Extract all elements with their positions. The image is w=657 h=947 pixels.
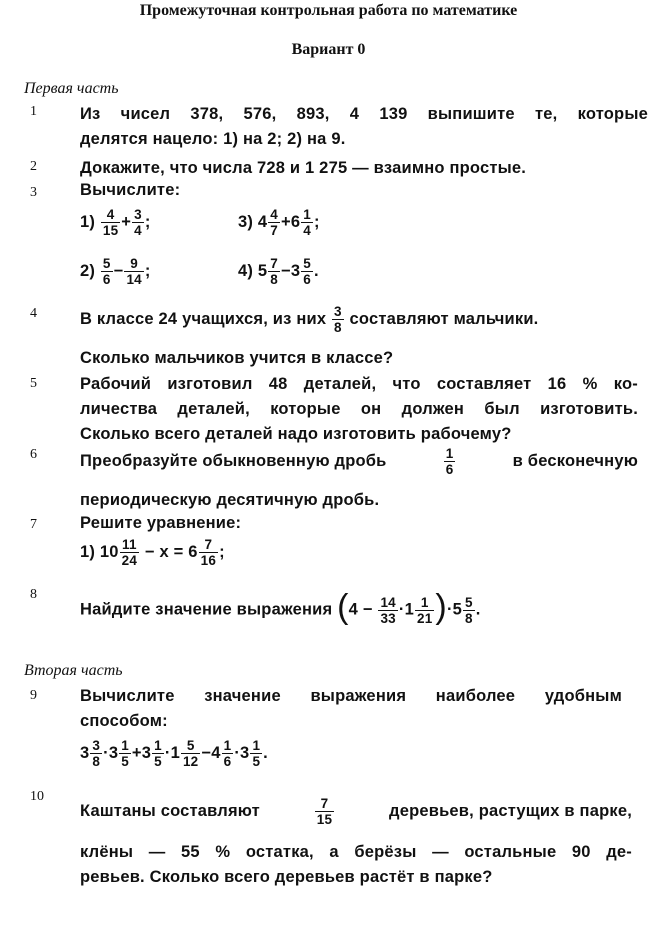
fraction [132, 207, 144, 238]
punct: . [263, 743, 268, 762]
numerator: 1 [154, 738, 162, 753]
numerator: 7 [270, 256, 278, 271]
section-part2: Вторая часть [24, 662, 123, 679]
task-text: Каштаны составляют [80, 802, 260, 820]
task-number: 5 [30, 376, 37, 391]
expr-label: 4) [238, 261, 254, 280]
operator: + [131, 743, 142, 762]
variant-title: Вариант 0 [291, 41, 366, 58]
task-3-expr-4 [238, 256, 319, 287]
whole: 3 [80, 743, 90, 762]
numerator: 1 [415, 595, 434, 611]
denominator: 12 [182, 754, 199, 769]
task-1-line: делятся нацело: 1) на 2; 2) на 9. [80, 130, 346, 148]
fraction [222, 738, 234, 769]
whole: 3 [240, 743, 250, 762]
punct: . [313, 261, 319, 280]
fraction [463, 595, 475, 626]
operator: + [121, 212, 132, 231]
task-3-expr-2 [80, 256, 151, 287]
task-number: 1 [30, 104, 37, 119]
punct: ; [144, 212, 151, 231]
task-7: Решите уравнение: [80, 514, 242, 532]
denominator: 5 [121, 754, 129, 769]
task-9-expression [80, 738, 268, 769]
task-number: 2 [30, 159, 37, 174]
numerator: 3 [92, 738, 101, 753]
task-10 [80, 796, 632, 827]
fraction [199, 537, 218, 568]
denominator: 4 [303, 223, 311, 238]
expr-label: 1) [80, 212, 96, 231]
task-number: 10 [30, 789, 44, 804]
task-10-body [80, 840, 632, 890]
task-number: 9 [30, 688, 37, 703]
denominator: 15 [316, 812, 333, 827]
fraction [250, 738, 262, 769]
numerator: 5 [303, 256, 311, 271]
whole: 3 [290, 261, 301, 280]
fraction [124, 256, 143, 287]
denominator: 8 [334, 320, 342, 335]
whole: 3 [141, 743, 152, 762]
whole: 5 [452, 600, 463, 619]
task-text: В классе 24 учащихся, из них [80, 309, 327, 328]
expr-label: 3) [238, 212, 254, 231]
whole: 1 [170, 743, 180, 762]
task-6 [80, 446, 638, 477]
task-number: 3 [30, 185, 37, 200]
numerator: 7 [199, 537, 218, 553]
punct: ; [219, 542, 225, 561]
fraction [301, 256, 313, 287]
task-1 [80, 102, 648, 152]
fraction [378, 595, 397, 626]
fraction [415, 595, 434, 626]
numerator: 5 [102, 256, 111, 271]
operator: · [398, 600, 405, 619]
numerator: 5 [181, 738, 200, 754]
task-number: 4 [30, 306, 37, 321]
denominator: 16 [200, 553, 217, 568]
operator: · [234, 743, 241, 762]
denominator: 5 [154, 754, 162, 769]
task-6-line: периодическую десятичную дробь. [80, 491, 380, 509]
task-8 [80, 588, 481, 627]
task-4-line: Сколько мальчиков учится в классе? [80, 349, 394, 367]
numerator: 4 [270, 207, 278, 222]
task-5-line: личества деталей, которые он должен был изготовить. [80, 400, 638, 418]
numerator: 7 [315, 796, 334, 812]
operator: · [446, 600, 453, 619]
operator: − [280, 261, 291, 280]
numerator: 5 [465, 594, 473, 610]
task-text: в бесконечную [512, 452, 638, 470]
open-paren: ( [337, 588, 349, 626]
numerator: 9 [124, 256, 143, 272]
expr-label: 2) [80, 261, 96, 280]
task-3: Вычислите: [80, 181, 181, 199]
task-10-line: ревьев. Сколько всего деревьев растёт в парке? [80, 868, 493, 886]
task-4 [80, 304, 538, 335]
operator: − [201, 743, 212, 762]
denominator: 5 [252, 754, 261, 769]
fraction [444, 446, 456, 477]
denominator: 6 [303, 272, 311, 287]
denominator: 14 [126, 272, 142, 287]
denominator: 8 [92, 754, 101, 769]
numerator: 1 [121, 738, 129, 753]
whole: 1 [404, 600, 414, 619]
whole: 4 − [348, 600, 373, 619]
expr-label: 1) [80, 542, 96, 561]
whole: 6 [290, 212, 301, 231]
task-number: 6 [30, 447, 37, 462]
operator: − [113, 261, 124, 280]
denominator: 24 [121, 553, 138, 568]
numerator: 1 [445, 446, 454, 461]
fraction [90, 738, 102, 769]
task-9-line: способом: [80, 712, 168, 730]
operator: + [280, 212, 291, 231]
fraction [268, 256, 280, 287]
task-1-line: Из чисел 378, 576, 893, 4 139 выпишите те, которые [80, 105, 648, 123]
fraction [181, 738, 200, 769]
numerator: 1 [303, 207, 311, 222]
fraction [301, 207, 313, 238]
operator: · [103, 743, 109, 762]
close-paren: ) [435, 588, 447, 626]
fraction [332, 304, 344, 335]
numerator: 1 [223, 738, 232, 753]
numerator: 14 [380, 594, 396, 610]
punct: . [475, 600, 481, 619]
denominator: 8 [465, 610, 473, 626]
denominator: 21 [416, 610, 433, 626]
task-10-line: клёны — 55 % остатка, а берёзы — остальные 90 де- [80, 843, 632, 861]
fraction [268, 207, 280, 238]
numerator: 3 [334, 304, 342, 319]
task-text: Найдите значение выражения [80, 600, 333, 619]
fraction [119, 738, 131, 769]
task-9 [80, 684, 622, 734]
task-2: Докажите, что числа 728 и 1 275 — взаимно простые. [80, 159, 527, 177]
task-text: Преобразуйте обыкновенную дробь [80, 452, 387, 470]
numerator: 3 [134, 207, 142, 222]
task-number: 8 [30, 587, 37, 602]
operator: · [164, 743, 171, 762]
section-part1: Первая часть [24, 80, 119, 97]
whole: 10 [99, 542, 119, 561]
task-text: составляют мальчики. [349, 309, 539, 328]
task-7-equation [80, 537, 225, 568]
page-title: Промежуточная контрольная работа по математике [139, 2, 518, 19]
denominator: 6 [102, 272, 111, 287]
whole: 4 [257, 212, 268, 231]
denominator: 15 [102, 223, 119, 238]
fraction [152, 738, 164, 769]
denominator: 6 [223, 754, 232, 769]
numerator: 1 [252, 738, 261, 753]
punct: ; [144, 261, 151, 280]
task-9-line: Вычислите значение выражения наиболее удобным [80, 687, 622, 705]
task-5-line: Сколько всего деталей надо изготовить рабочему? [80, 425, 512, 443]
task-text: деревьев, растущих в парке, [389, 802, 632, 820]
task-number: 7 [30, 517, 37, 532]
denominator: 7 [270, 223, 278, 238]
fraction [101, 256, 113, 287]
fraction [315, 796, 334, 827]
task-3-expr-3 [238, 207, 320, 238]
task-5 [80, 372, 638, 447]
whole: 4 [211, 743, 221, 762]
punct: ; [313, 212, 320, 231]
denominator: 6 [445, 462, 454, 477]
task-3-expr-1 [80, 207, 151, 238]
whole: 3 [108, 743, 119, 762]
whole: 5 [257, 261, 268, 280]
equation-middle: − x = 6 [144, 542, 198, 561]
denominator: 33 [380, 610, 396, 626]
numerator: 4 [101, 207, 120, 223]
task-5-line: Рабочий изготовил 48 деталей, что составляет 16 % ко- [80, 375, 638, 393]
denominator: 8 [270, 272, 278, 287]
fraction [101, 207, 120, 238]
denominator: 4 [134, 223, 142, 238]
numerator: 11 [120, 537, 139, 553]
fraction [120, 537, 139, 568]
